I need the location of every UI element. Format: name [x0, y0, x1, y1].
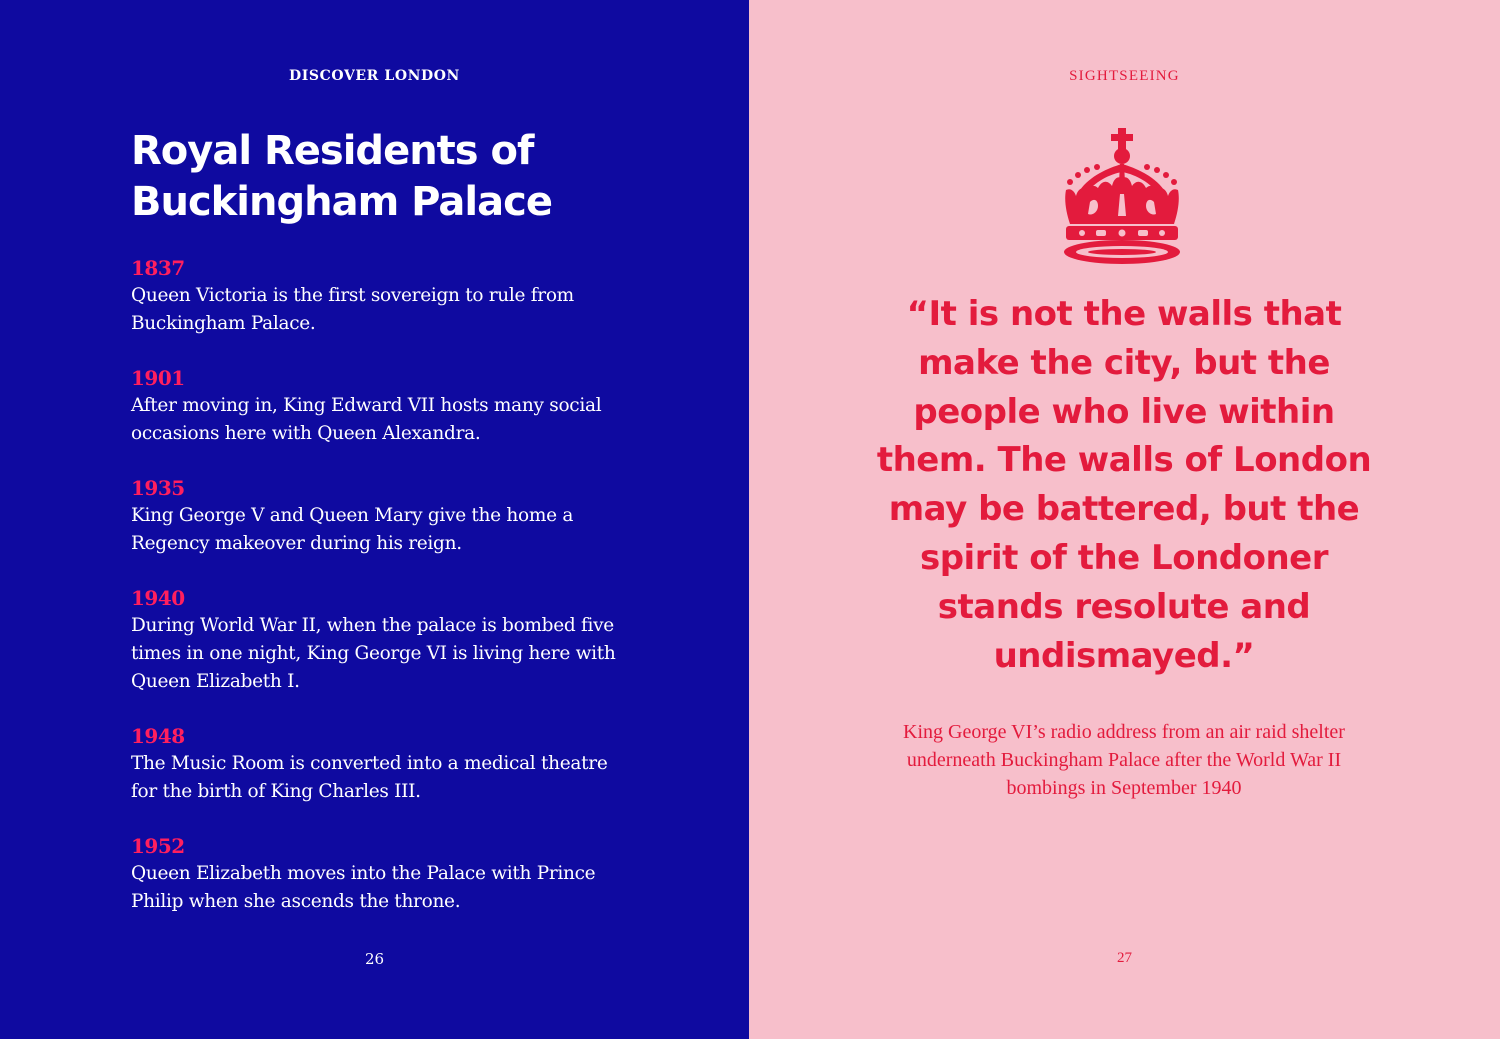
timeline-year: 1837	[131, 256, 185, 280]
timeline-year: 1935	[131, 476, 185, 500]
running-head-left: DISCOVER LONDON	[289, 68, 460, 84]
left-page	[0, 0, 749, 1039]
right-page	[749, 0, 1500, 1039]
timeline-entry-1935	[131, 474, 631, 558]
crown-icon	[1060, 128, 1184, 266]
timeline-list	[131, 254, 631, 916]
timeline-year: 1940	[131, 586, 185, 610]
timeline-entry-1940	[131, 584, 631, 696]
timeline-text: After moving in, King Edward VII hosts many social occasions here with Queen Alexandra.	[131, 395, 602, 444]
timeline-year: 1901	[131, 366, 185, 390]
timeline-entry-1952	[131, 832, 631, 916]
page-number-left: 26	[364, 950, 385, 968]
timeline-text: Queen Victoria is the first sovereign to rule from Buckingham Palace.	[131, 285, 574, 334]
timeline-year: 1948	[131, 724, 185, 748]
pull-quote: “It is not the walls that make the city, but the people who live within them. The walls of London may be battered, but the spirit of the Londoner stands resolute and undismayed.”	[876, 294, 1372, 676]
timeline-entry-1837	[131, 254, 631, 338]
timeline-text: Queen Elizabeth moves into the Palace with Prince Philip when she ascends the throne.	[131, 863, 596, 912]
running-head-right: SIGHTSEEING	[1069, 68, 1180, 84]
timeline-text: The Music Room is converted into a medical theatre for the birth of King Charles III.	[131, 753, 608, 802]
timeline-year: 1952	[131, 834, 185, 858]
page-title: Royal Residents of Buckingham Palace	[131, 128, 552, 225]
timeline-entry-1901	[131, 364, 631, 448]
timeline-text: King George V and Queen Mary give the home a Regency makeover during his reign.	[131, 505, 574, 554]
quote-attribution: King George VI’s radio address from an air raid shelter underneath Buckingham Palace after the World War II bombings in September 1940	[903, 721, 1345, 799]
timeline-text: During World War II, when the palace is bombed five times in one night, King George VI is living here with Queen Elizabeth I.	[131, 615, 616, 692]
timeline-entry-1948	[131, 722, 631, 806]
page-number-right: 27	[1117, 950, 1132, 966]
